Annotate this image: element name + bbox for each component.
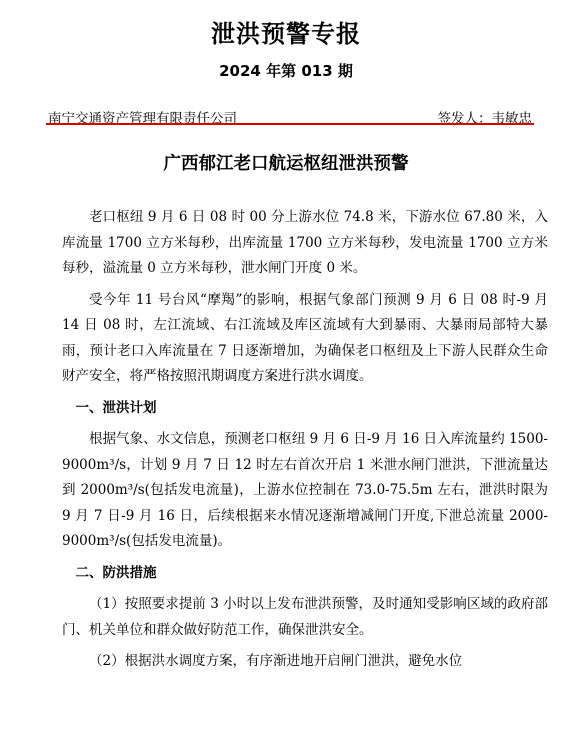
measure-item-2: （2）根据洪水调度方案，有序渐进地开启闸门泄洪，避免水位 (89, 653, 463, 669)
paragraph-typhoon-impact: 受今年 11 号台风“摩羯”的影响，根据气象部门预测 9 月 6 日 08 时-9 月 14 日 08 时，左江流域、右江流域及库区流域有大到暴雨、大暴雨局部特大暴雨，预计老口入库流量在 7 日逐渐增加，为确保老口枢纽及上下游人民群众生命财产安全，将严格按照汛期调度方案进行洪水调度。 (62, 291, 548, 384)
issue-number: 2024 年第 013 期 (219, 62, 353, 80)
signer-label: 签发人： (437, 111, 492, 127)
document-title: 泄洪预警专报 (211, 19, 361, 48)
document-body (62, 205, 548, 681)
paragraph-discharge-plan: 根据气象、水文信息，预测老口枢纽 9 月 6 日-9 月 16 日入库流量约 1500-9000m³/s，计划 9 月 7 日 12 时左右首次开启 1 米泄水闸门泄洪，下泄流量达到 2000m³/s(包括发电流量)，上游水位控制在 73.0-75.5m 左右，泄洪时限为 9 月 7 日-9 月 16 日，后续根据来水情况逐渐增减闸门开度,下泄总流量 2000-9000m³/s(包括发电流量)。 (62, 431, 548, 549)
paragraph-status: 老口枢纽 9 月 6 日 08 时 00 分上游水位 74.8 米，下游水位 67.80 米，入库流量 1700 立方米每秒，出库流量 1700 立方米每秒，发电流量 1700 立方米每秒，溢流量 0 立方米每秒，泄水闸门开度 0 米。 (62, 209, 548, 276)
issuing-organization: 南宁交通资产管理有限责任公司 (48, 111, 237, 127)
notice-heading: 广西郁江老口航运枢纽泄洪预警 (163, 154, 409, 174)
section-heading-plan: 一、泄洪计划 (75, 399, 157, 416)
measure-item-1: （1）按照要求提前 3 小时以上发布泄洪预警，及时通知受影响区域的政府部门、机关单位和群众做好防范工作，确保泄洪安全。 (62, 596, 548, 638)
section-heading-measures: 二、防洪措施 (75, 564, 157, 581)
red-divider-line (46, 123, 534, 125)
signer-name: 韦敏忠 (491, 111, 532, 127)
